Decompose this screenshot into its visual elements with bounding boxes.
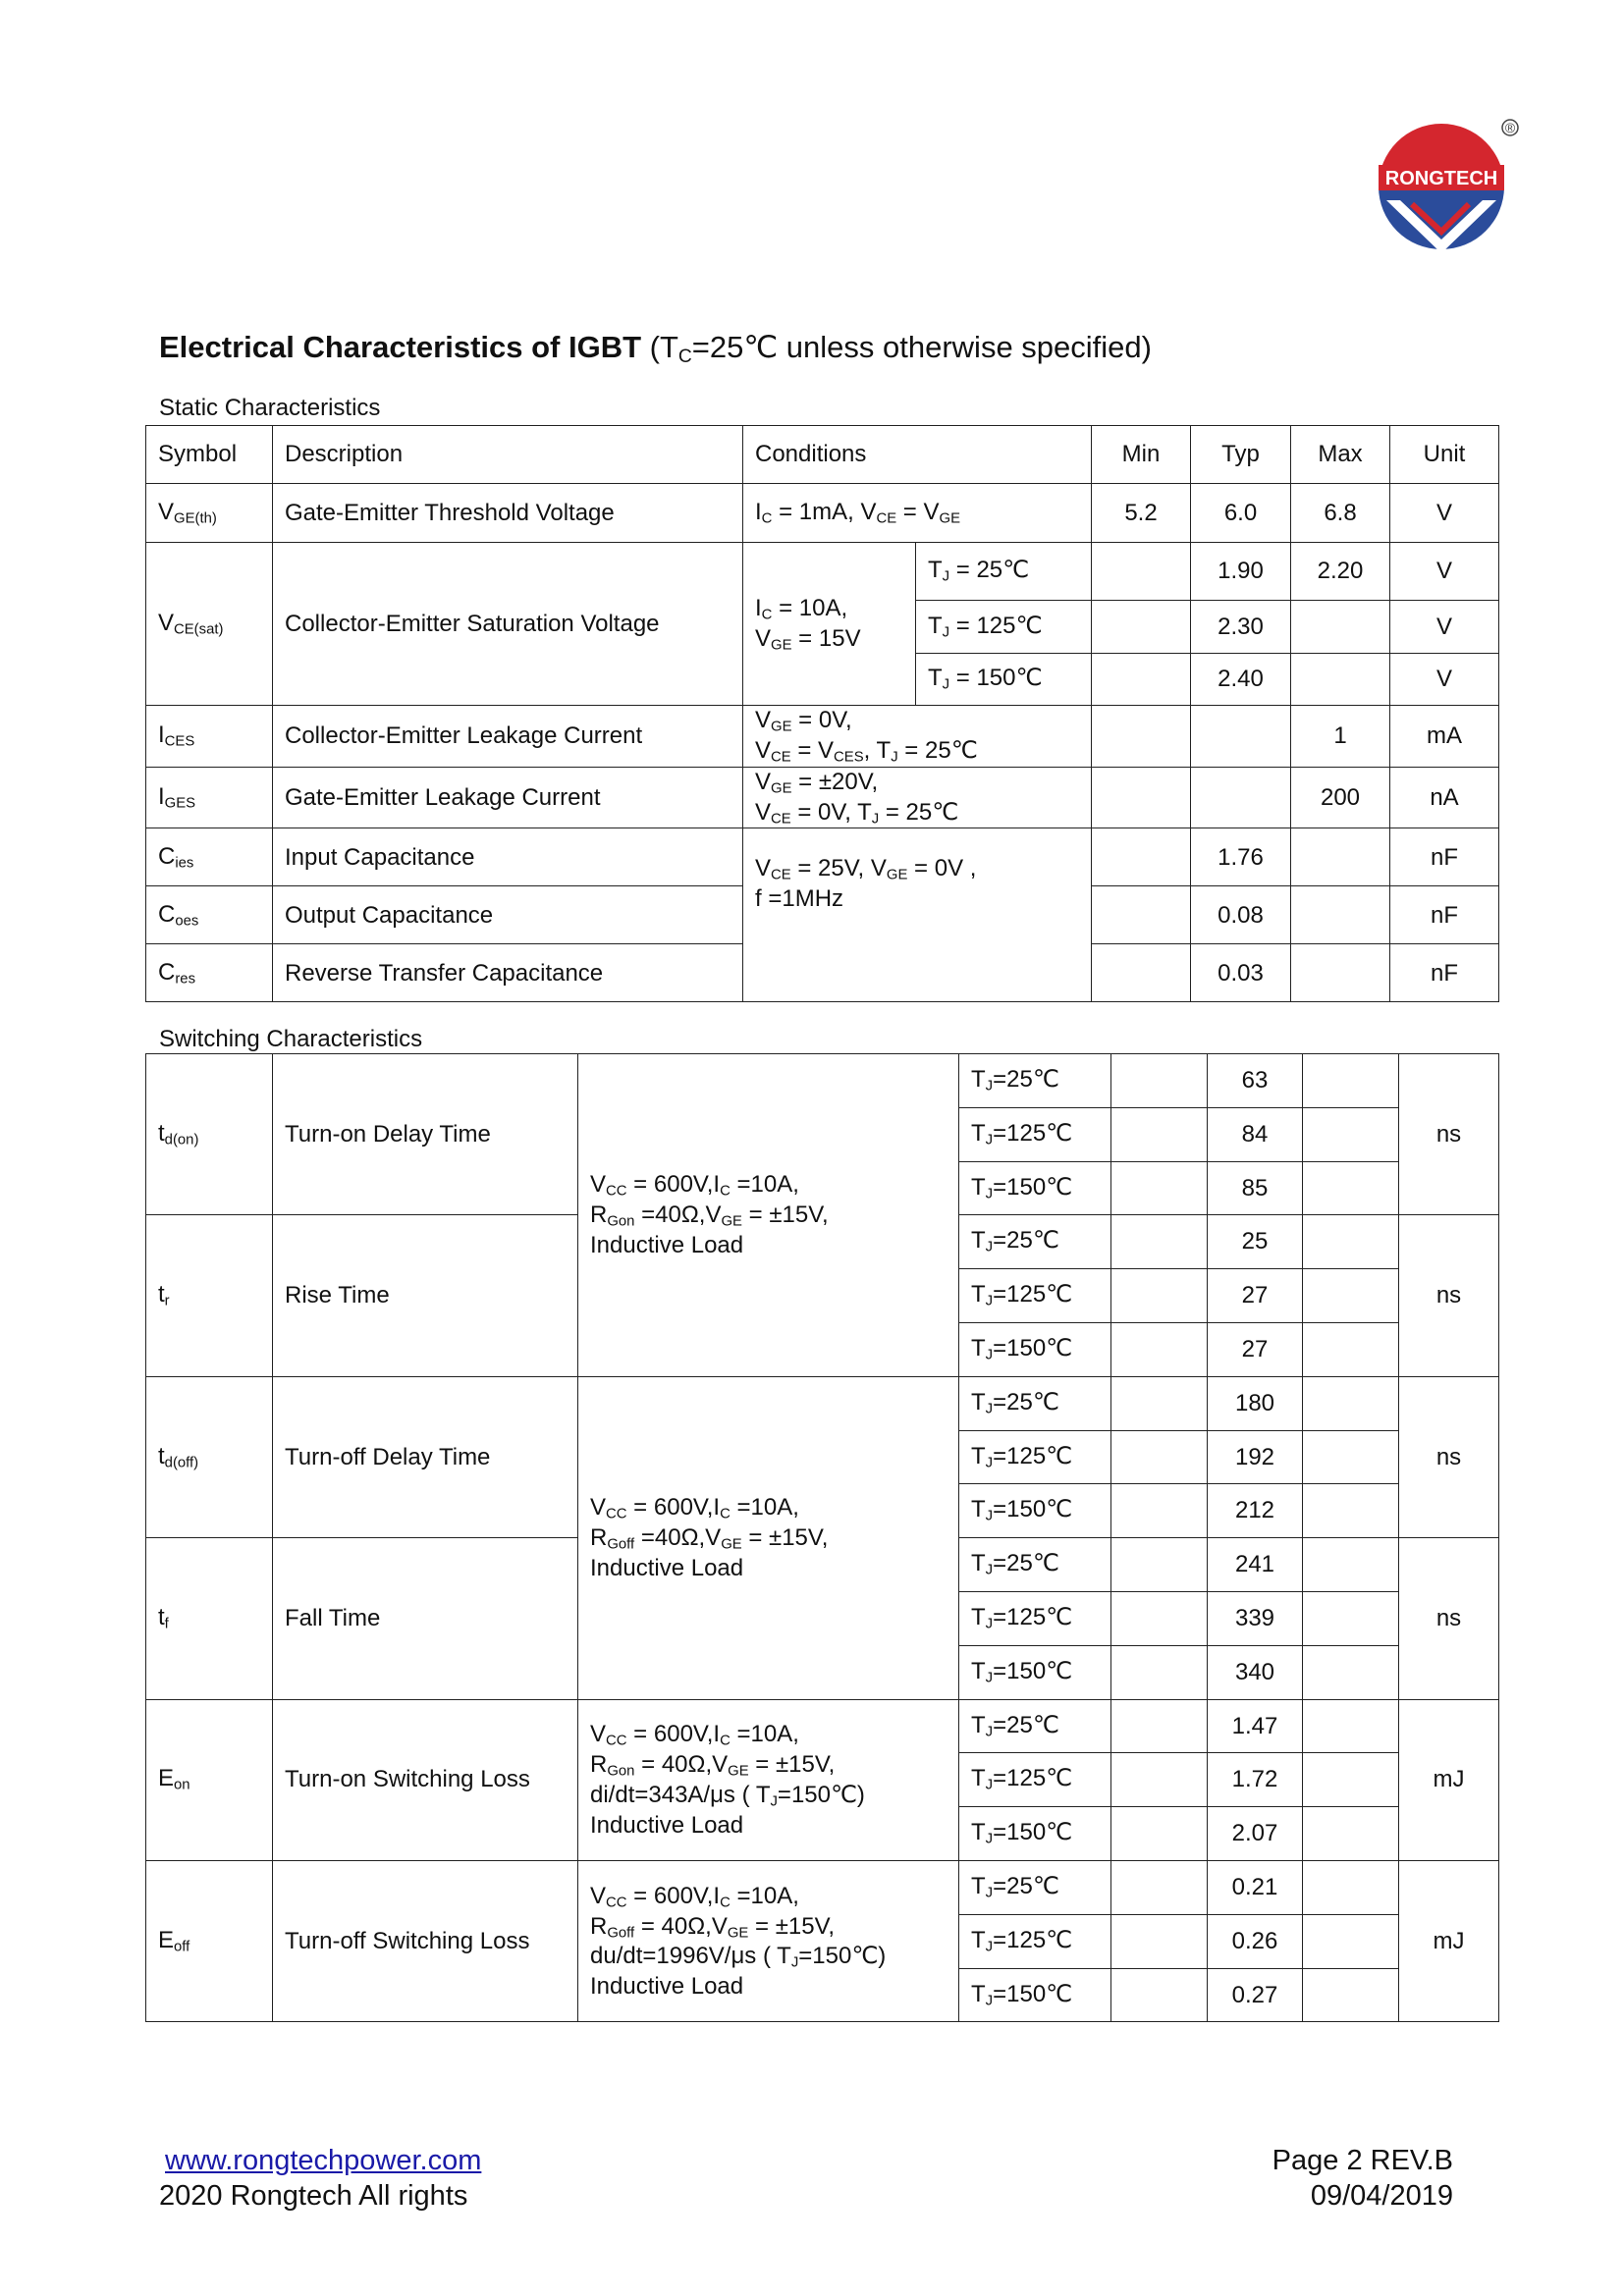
typ-cell: 339 xyxy=(1208,1591,1303,1645)
unit-cell: ns xyxy=(1399,1538,1499,1699)
unit-cell: mJ xyxy=(1399,1860,1499,2021)
max-cell xyxy=(1303,1807,1399,1861)
min-cell xyxy=(1111,1538,1208,1592)
description-cell: Gate-Emitter Leakage Current xyxy=(273,767,743,828)
temperature-cell: $T_J=25℃$ xyxy=(959,1538,1111,1592)
column-header: Description xyxy=(273,426,743,484)
temperature-cell: $T_J=125℃$ xyxy=(959,1269,1111,1323)
typ-cell xyxy=(1191,706,1291,768)
symbol-cell: $t_{d(off)}$ xyxy=(146,1376,273,1537)
min-cell xyxy=(1092,886,1191,944)
min-cell: 5.2 xyxy=(1092,484,1191,543)
unit-cell: V xyxy=(1390,543,1499,601)
temperature-cell: $T_J$ = 125℃ xyxy=(916,601,1092,654)
footer-date: 09/04/2019 xyxy=(1310,2180,1453,2212)
unit-cell: mJ xyxy=(1399,1699,1499,1860)
table-row xyxy=(146,426,1499,484)
min-cell xyxy=(1092,706,1191,768)
page-title: Electrical Characteristics of IGBT ($T_C=25℃$ unless otherwise specified) xyxy=(159,330,1152,367)
min-cell xyxy=(1092,543,1191,601)
typ-cell: 340 xyxy=(1208,1645,1303,1699)
symbol-cell: $V_{CE(sat)}$ xyxy=(146,543,273,706)
description-cell: Output Capacitance xyxy=(273,886,743,944)
unit-cell: nF xyxy=(1390,886,1499,944)
typ-cell: 1.90 xyxy=(1191,543,1291,601)
table-row xyxy=(146,484,1499,543)
max-cell xyxy=(1303,1161,1399,1215)
typ-cell: 2.40 xyxy=(1191,654,1291,706)
max-cell xyxy=(1303,1753,1399,1807)
max-cell xyxy=(1303,1269,1399,1323)
min-cell xyxy=(1111,1054,1208,1108)
min-cell xyxy=(1111,1914,1208,1968)
switching-heading: Switching Characteristics xyxy=(159,1026,423,1052)
table-row xyxy=(146,1054,1499,1108)
table-row xyxy=(146,1699,1499,1753)
typ-cell xyxy=(1191,767,1291,828)
max-cell: 200 xyxy=(1291,767,1390,828)
min-cell xyxy=(1111,1430,1208,1484)
max-cell xyxy=(1291,886,1390,944)
max-cell xyxy=(1303,1538,1399,1592)
min-cell xyxy=(1092,767,1191,828)
max-cell: 1 xyxy=(1291,706,1390,768)
typ-cell: 180 xyxy=(1208,1376,1303,1430)
max-cell xyxy=(1291,828,1390,886)
description-cell: Reverse Transfer Capacitance xyxy=(273,944,743,1002)
symbol-cell: $C_{res}$ xyxy=(146,944,273,1002)
column-header: Max xyxy=(1291,426,1390,484)
static-characteristics-table xyxy=(145,425,1499,1002)
temperature-cell: $T_J=25℃$ xyxy=(959,1699,1111,1753)
description-cell: Fall Time xyxy=(273,1538,578,1699)
column-header: Conditions xyxy=(743,426,1092,484)
description-cell: Gate-Emitter Threshold Voltage xyxy=(273,484,743,543)
description-cell: Turn-off Delay Time xyxy=(273,1376,578,1537)
typ-cell: 0.03 xyxy=(1191,944,1291,1002)
description-cell: Collector-Emitter Leakage Current xyxy=(273,706,743,768)
typ-cell: 1.72 xyxy=(1208,1753,1303,1807)
min-cell xyxy=(1092,944,1191,1002)
typ-cell: 241 xyxy=(1208,1538,1303,1592)
typ-cell: 0.26 xyxy=(1208,1914,1303,1968)
symbol-cell: $t_r$ xyxy=(146,1215,273,1376)
temperature-cell: $T_J=125℃$ xyxy=(959,1914,1111,1968)
temperature-cell: $T_J$ = 150℃ xyxy=(916,654,1092,706)
temperature-cell: $T_J=150℃$ xyxy=(959,1968,1111,2022)
symbol-cell: $E_{off}$ xyxy=(146,1860,273,2021)
max-cell xyxy=(1303,1968,1399,2022)
typ-cell: 0.21 xyxy=(1208,1860,1303,1914)
unit-cell: nF xyxy=(1390,828,1499,886)
min-cell xyxy=(1092,601,1191,654)
symbol-cell: $t_{d(on)}$ xyxy=(146,1054,273,1215)
min-cell xyxy=(1111,1484,1208,1538)
min-cell xyxy=(1111,1591,1208,1645)
logo-text: RONGTECH xyxy=(1384,168,1498,189)
description-cell: Rise Time xyxy=(273,1215,578,1376)
min-cell xyxy=(1111,1807,1208,1861)
symbol-cell: $C_{ies}$ xyxy=(146,828,273,886)
description-cell: Turn-on Switching Loss xyxy=(273,1699,578,1860)
typ-cell: 27 xyxy=(1208,1322,1303,1376)
max-cell xyxy=(1303,1215,1399,1269)
typ-cell: 0.27 xyxy=(1208,1968,1303,2022)
table-row xyxy=(146,1376,1499,1430)
temperature-cell: $T_J=25℃$ xyxy=(959,1860,1111,1914)
min-cell xyxy=(1111,1215,1208,1269)
max-cell xyxy=(1303,1914,1399,1968)
unit-cell: V xyxy=(1390,654,1499,706)
max-cell xyxy=(1291,601,1390,654)
unit-cell: nA xyxy=(1390,767,1499,828)
footer-page: Page 2 REV.B xyxy=(1272,2145,1453,2176)
temperature-cell: $T_J=125℃$ xyxy=(959,1430,1111,1484)
symbol-cell: $C_{oes}$ xyxy=(146,886,273,944)
max-cell xyxy=(1303,1054,1399,1108)
column-header: Min xyxy=(1092,426,1191,484)
rongtech-logo xyxy=(1373,110,1520,257)
typ-cell: 212 xyxy=(1208,1484,1303,1538)
description-cell: Input Capacitance xyxy=(273,828,743,886)
temperature-cell: $T_J=125℃$ xyxy=(959,1753,1111,1807)
temperature-cell: $T_J=25℃$ xyxy=(959,1054,1111,1108)
max-cell xyxy=(1303,1699,1399,1753)
typ-cell: 25 xyxy=(1208,1215,1303,1269)
unit-cell: ns xyxy=(1399,1054,1499,1215)
min-cell xyxy=(1111,1161,1208,1215)
symbol-cell: $V_{GE(th)}$ xyxy=(146,484,273,543)
conditions-cell: $V_{CC} = 600V,I_C =10A$, $R_{Gon} = 40\Omega,V_{GE} = \pm 15V$, di/dt=343A/μs ( $T_J=150℃$) Inductive Load xyxy=(578,1699,959,1860)
min-cell xyxy=(1111,1322,1208,1376)
conditions-cell: $V_{CC} = 600V,I_C =10A$, $R_{Goff} =40\Omega,V_{GE} = \pm 15V$, Inductive Load xyxy=(578,1376,959,1699)
description-cell: Turn-on Delay Time xyxy=(273,1054,578,1215)
max-cell xyxy=(1303,1107,1399,1161)
temperature-cell: $T_J=125℃$ xyxy=(959,1591,1111,1645)
min-cell xyxy=(1092,828,1191,886)
max-cell: 2.20 xyxy=(1291,543,1390,601)
table-row xyxy=(146,706,1499,768)
min-cell xyxy=(1111,1753,1208,1807)
typ-cell: 0.08 xyxy=(1191,886,1291,944)
max-cell xyxy=(1303,1376,1399,1430)
unit-cell: ns xyxy=(1399,1215,1499,1376)
max-cell xyxy=(1303,1645,1399,1699)
table-row xyxy=(146,767,1499,828)
temperature-cell: $T_J$ = 25℃ xyxy=(916,543,1092,601)
symbol-cell: $t_f$ xyxy=(146,1538,273,1699)
unit-cell: V xyxy=(1390,484,1499,543)
typ-cell: 192 xyxy=(1208,1430,1303,1484)
min-cell xyxy=(1111,1376,1208,1430)
symbol-cell: $I_{GES}$ xyxy=(146,767,273,828)
max-cell: 6.8 xyxy=(1291,484,1390,543)
typ-cell: 2.30 xyxy=(1191,601,1291,654)
description-cell: Collector-Emitter Saturation Voltage xyxy=(273,543,743,706)
unit-cell: nF xyxy=(1390,944,1499,1002)
symbol-cell: $E_{on}$ xyxy=(146,1699,273,1860)
description-cell: Turn-off Switching Loss xyxy=(273,1860,578,2021)
conditions-cell: $V_{CE} = 25V$, $V_{GE} = 0V$ , f =1MHz xyxy=(743,828,1092,1002)
symbol-cell: $I_{CES}$ xyxy=(146,706,273,768)
static-heading: Static Characteristics xyxy=(159,395,381,421)
temperature-cell: $T_J=25℃$ xyxy=(959,1376,1111,1430)
typ-cell: 2.07 xyxy=(1208,1807,1303,1861)
temperature-cell: $T_J=150℃$ xyxy=(959,1645,1111,1699)
max-cell xyxy=(1303,1591,1399,1645)
typ-cell: 85 xyxy=(1208,1161,1303,1215)
min-cell xyxy=(1111,1699,1208,1753)
min-cell xyxy=(1092,654,1191,706)
temperature-cell: $T_J=25℃$ xyxy=(959,1215,1111,1269)
temperature-cell: $T_J=150℃$ xyxy=(959,1807,1111,1861)
temperature-cell: $T_J=150℃$ xyxy=(959,1484,1111,1538)
table-row xyxy=(146,1860,1499,1914)
max-cell xyxy=(1291,944,1390,1002)
min-cell xyxy=(1111,1968,1208,2022)
column-header: Typ xyxy=(1191,426,1291,484)
conditions-cell: $V_{GE} = 0V$, $V_{CE} = V_{CES}$, $T_J$ = 25℃ xyxy=(743,706,1092,768)
temperature-cell: $T_J=150℃$ xyxy=(959,1322,1111,1376)
max-cell xyxy=(1303,1484,1399,1538)
min-cell xyxy=(1111,1645,1208,1699)
max-cell xyxy=(1303,1322,1399,1376)
footer-website-link[interactable]: www.rongtechpower.com xyxy=(165,2145,482,2176)
min-cell xyxy=(1111,1860,1208,1914)
typ-cell: 6.0 xyxy=(1191,484,1291,543)
typ-cell: 27 xyxy=(1208,1269,1303,1323)
footer-rights: 2020 Rongtech All rights xyxy=(159,2180,468,2212)
temperature-cell: $T_J=125℃$ xyxy=(959,1107,1111,1161)
unit-cell: mA xyxy=(1390,706,1499,768)
conditions-cell: $V_{CC} = 600V,I_C =10A$, $R_{Gon} =40\Omega,V_{GE} = \pm 15V$, Inductive Load xyxy=(578,1054,959,1377)
max-cell xyxy=(1303,1860,1399,1914)
unit-cell: V xyxy=(1390,601,1499,654)
max-cell xyxy=(1303,1430,1399,1484)
switching-characteristics-table xyxy=(145,1053,1499,2022)
conditions-cell: $I_C = 1mA$, $V_{CE} = V_{GE}$ xyxy=(743,484,1092,543)
typ-cell: 1.47 xyxy=(1208,1699,1303,1753)
column-header: Unit xyxy=(1390,426,1499,484)
min-cell xyxy=(1111,1107,1208,1161)
conditions-cell: $I_C = 10A$, $V_{GE} = 15V$ xyxy=(743,543,916,706)
column-header: Symbol xyxy=(146,426,273,484)
max-cell xyxy=(1291,654,1390,706)
table-row xyxy=(146,543,1499,601)
table-row xyxy=(146,828,1499,886)
conditions-cell: $V_{GE} = \pm 20V$, $V_{CE} = 0V$, $T_J$ = 25℃ xyxy=(743,767,1092,828)
typ-cell: 84 xyxy=(1208,1107,1303,1161)
typ-cell: 63 xyxy=(1208,1054,1303,1108)
temperature-cell: $T_J=150℃$ xyxy=(959,1161,1111,1215)
registered-mark: ® xyxy=(1504,120,1516,135)
unit-cell: ns xyxy=(1399,1376,1499,1537)
conditions-cell: $V_{CC} = 600V,I_C =10A$, $R_{Goff} = 40\Omega,V_{GE} = \pm 15V$, du/dt=1996V/μs ( $T_J=150℃$) Inductive Load xyxy=(578,1860,959,2021)
min-cell xyxy=(1111,1269,1208,1323)
typ-cell: 1.76 xyxy=(1191,828,1291,886)
